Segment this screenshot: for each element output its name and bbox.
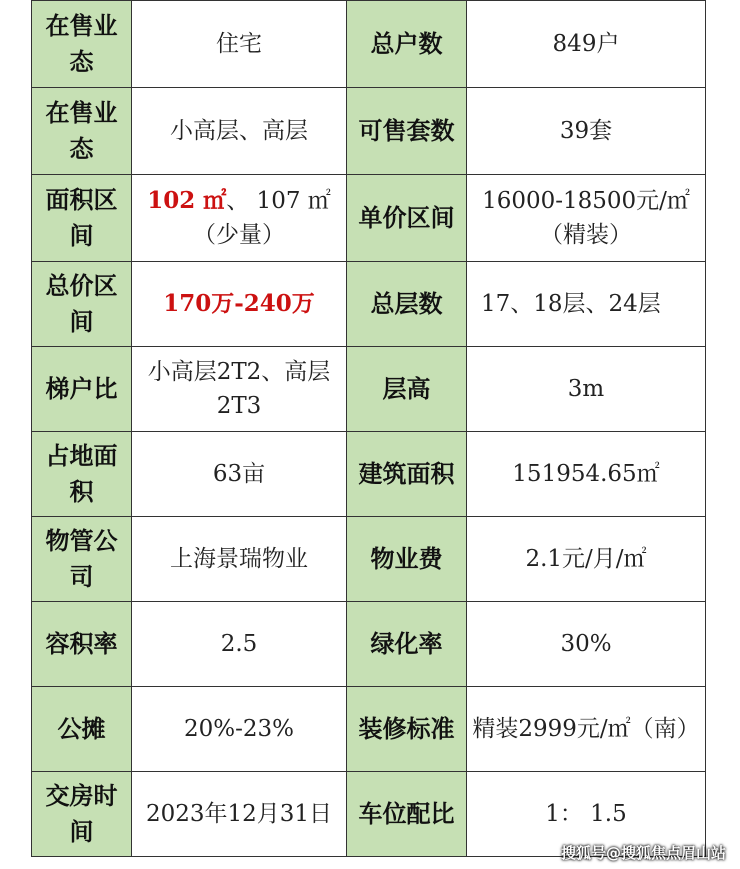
value-cell: 小高层、高层 [132,88,347,175]
label-cell: 车位配比 [347,772,467,857]
label-cell: 面积区间 [32,175,132,262]
label-cell: 建筑面积 [347,432,467,517]
value-cell: 16000-18500元/㎡（精装） [467,175,706,262]
table-row [32,432,706,517]
label-cell: 容积率 [32,602,132,687]
property-info-table [31,0,706,857]
value-cell: 上海景瑞物业 [132,517,347,602]
table-row [32,175,706,262]
label-cell: 物业费 [347,517,467,602]
table-row [32,88,706,175]
value-cell: 精装2999元/㎡（南） [467,687,706,772]
label-cell: 在售业态 [32,1,132,88]
label-cell: 物管公司 [32,517,132,602]
area-secondary-value: 、 107 ㎡（少量） [193,187,331,248]
value-cell: 3m [467,347,706,432]
value-cell: 849户 [467,1,706,88]
value-cell: 住宅 [132,1,347,88]
value-cell: 39套 [467,88,706,175]
label-cell: 总户数 [347,1,467,88]
table-row [32,687,706,772]
value-cell [132,175,347,262]
label-cell: 梯户比 [32,347,132,432]
table-row [32,347,706,432]
property-info-table-wrapper [31,0,705,857]
label-cell: 交房时间 [32,772,132,857]
table-row [32,262,706,347]
value-cell: 170万-240万 [132,262,347,347]
value-cell: 17、18层、24层 [467,262,706,347]
label-cell: 绿化率 [347,602,467,687]
label-cell: 单价区间 [347,175,467,262]
value-cell: 小高层2T2、高层2T3 [132,347,347,432]
label-cell: 可售套数 [347,88,467,175]
table-row [32,1,706,88]
value-cell: 1： 1.5 [467,772,706,857]
label-cell: 装修标准 [347,687,467,772]
area-main-value: 102 ㎡ [147,186,227,214]
table-row [32,602,706,687]
label-cell: 层高 [347,347,467,432]
value-cell: 30% [467,602,706,687]
value-cell: 151954.65㎡ [467,432,706,517]
watermark-text: 搜狐号@搜狐焦点眉山站 [560,844,726,862]
label-cell: 在售业态 [32,88,132,175]
label-cell: 占地面积 [32,432,132,517]
value-cell: 2.5 [132,602,347,687]
value-cell: 63亩 [132,432,347,517]
value-cell: 2.1元/月/㎡ [467,517,706,602]
table-row [32,517,706,602]
label-cell: 总层数 [347,262,467,347]
label-cell: 总价区间 [32,262,132,347]
label-cell: 公摊 [32,687,132,772]
value-cell: 20%-23% [132,687,347,772]
value-cell: 2023年12月31日 [132,772,347,857]
